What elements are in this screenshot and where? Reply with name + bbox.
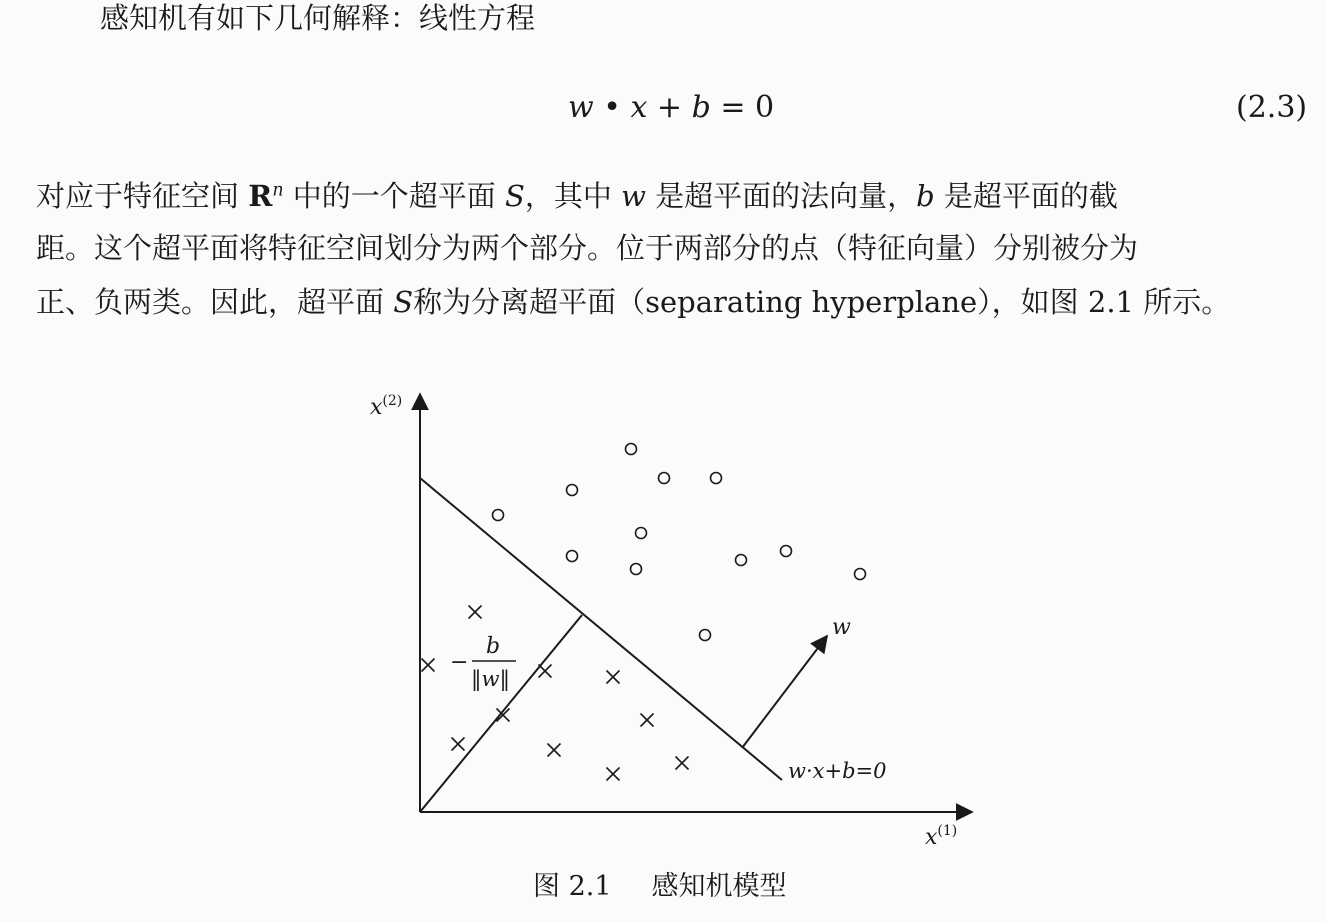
positive-point — [631, 564, 642, 575]
negative-point — [469, 606, 482, 619]
positive-point — [711, 473, 722, 484]
paragraph-line-1: 感知机有如下几何解释：线性方程 — [100, 1, 536, 35]
paragraph-line-5: 正、负两类。因此，超平面 S称为分离超平面（separating hyperplane），如图 2.1 所示。 — [36, 285, 1231, 319]
negative-point — [452, 738, 465, 751]
paragraph-line-4: 距。这个超平面将特征空间划分为两个部分。位于两部分的点（特征向量）分别被分为 — [36, 231, 1139, 265]
paragraph-line-3: 对应于特征空间 $R^n$ 中的一个超平面 S，其中 w 是超平面的法向量，b 是超平面的截 — [36, 179, 1118, 213]
positive-point — [700, 630, 711, 641]
positive-point — [855, 569, 866, 580]
positive-point — [781, 546, 792, 557]
x-axis-label: $x^{(1)}$ — [925, 823, 958, 850]
svg-text:b: b — [486, 634, 501, 659]
normal-vector-w — [742, 636, 827, 748]
figure-caption: 图 2.1 感知机模型 — [533, 871, 787, 902]
positive-point — [636, 528, 647, 539]
negative-point — [422, 659, 435, 672]
offset-label — [450, 634, 516, 692]
positive-point — [493, 510, 504, 521]
negative-points — [422, 606, 689, 781]
positive-point — [567, 551, 578, 562]
svg-text:−: − — [450, 650, 469, 675]
negative-point — [607, 768, 620, 781]
positive-points — [493, 444, 866, 641]
vector-w-label: w — [832, 615, 851, 640]
hyperplane-line — [420, 478, 782, 780]
negative-point — [539, 665, 552, 678]
positive-point — [659, 473, 670, 484]
y-axis-label: $x^{(2)}$ — [370, 393, 403, 420]
negative-point — [641, 714, 654, 727]
equation-number: (2.3) — [1236, 90, 1308, 125]
negative-point — [676, 757, 689, 770]
equation-2-3: w • x + b = 0 — [568, 90, 775, 125]
perceptron-figure — [360, 380, 980, 850]
positive-point — [736, 555, 747, 566]
hyperplane-label: w·x+b=0 — [788, 759, 887, 783]
svg-text:‖w‖: ‖w‖ — [471, 667, 510, 691]
positive-point — [626, 444, 637, 455]
negative-point — [548, 744, 561, 757]
positive-point — [567, 485, 578, 496]
negative-point — [607, 671, 620, 684]
